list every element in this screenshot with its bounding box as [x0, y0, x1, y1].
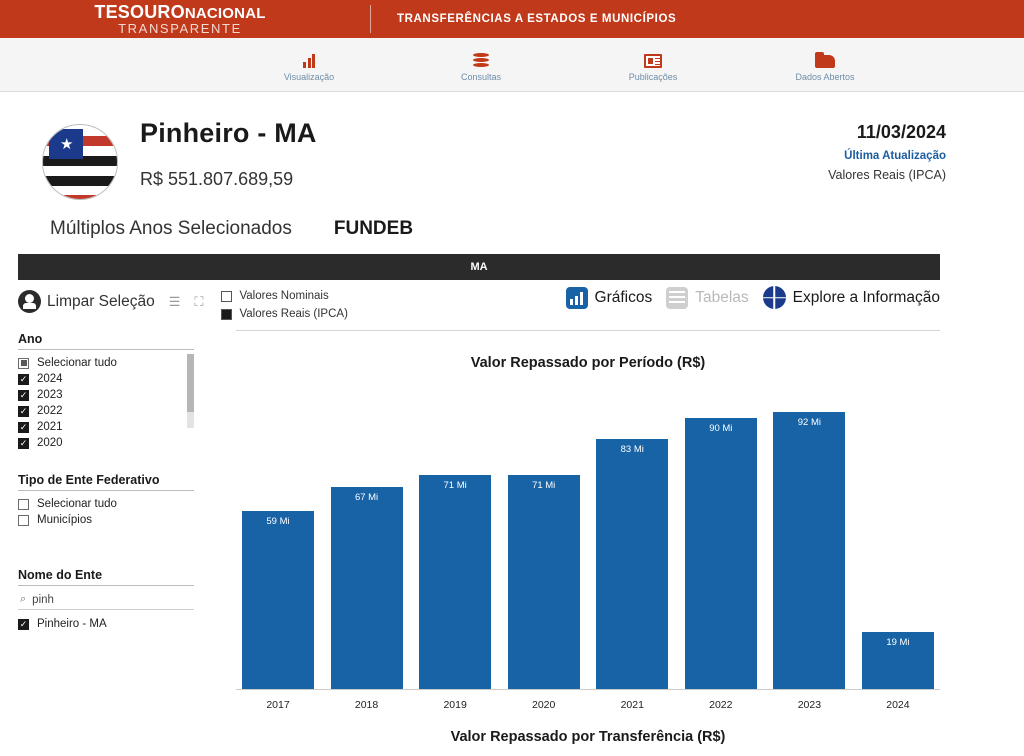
option-label: Valores Reais (IPCA) — [239, 308, 348, 320]
x-tick — [331, 690, 403, 711]
entity-header — [0, 92, 1024, 200]
state-flag-icon: ★ — [42, 124, 118, 200]
filter-ano — [18, 332, 218, 451]
filter-option-2020[interactable] — [18, 435, 218, 451]
bar-group-2022[interactable] — [685, 418, 757, 689]
tool-label: Explore a Informação — [792, 288, 940, 306]
x-tick-label: 2019 — [443, 699, 467, 711]
filter-option-label: 2021 — [37, 421, 63, 433]
search-input[interactable] — [18, 591, 194, 610]
program-label: FUNDEB — [333, 218, 414, 239]
tables-icon — [666, 287, 688, 309]
x-axis-labels — [236, 690, 940, 711]
filter-option-municipios[interactable] — [18, 512, 218, 528]
chart-title: Valor Repassado por Período (R$) — [470, 355, 706, 371]
title-block — [118, 118, 317, 190]
main-nav — [0, 38, 1024, 92]
charts-icon — [566, 287, 588, 309]
x-tick — [862, 690, 934, 711]
page-content — [0, 92, 1024, 745]
tool-tabelas[interactable] — [666, 287, 748, 309]
checkbox-icon — [18, 406, 29, 417]
scrollbar-thumb[interactable] — [187, 354, 194, 412]
nav-item-dados-abertos[interactable] — [770, 48, 880, 82]
bar-group-2018[interactable] — [331, 487, 403, 689]
bar-value-label: 67 Mi — [354, 492, 379, 503]
filter-option-selecionar-tudo-tipo[interactable] — [18, 496, 218, 512]
nav-label: Consultas — [460, 71, 502, 82]
bar[interactable] — [862, 632, 934, 689]
total-amount: R$ 551.807.689,59 — [140, 169, 294, 189]
filter-title: Ano — [18, 332, 194, 350]
top-bar — [0, 0, 1024, 38]
filter-option-label: 2023 — [37, 389, 63, 401]
filter-nome-ente — [18, 568, 218, 632]
bar-value-label: 92 Mi — [797, 417, 821, 428]
tool-graficos[interactable] — [566, 287, 653, 309]
filter-option-pinheiro-ma[interactable] — [18, 616, 218, 632]
controls-row — [0, 280, 1024, 326]
nav-item-publicacoes[interactable] — [598, 48, 708, 82]
nav-item-visualizacao[interactable] — [254, 48, 364, 82]
filter-option-label: 2024 — [37, 373, 63, 385]
chart-panel — [218, 326, 1024, 745]
bar-value-label: 59 Mi — [266, 516, 290, 527]
page-title: Pinheiro - MA — [140, 118, 317, 148]
bar-chart — [236, 389, 940, 689]
bar-value-label: 83 Mi — [620, 444, 644, 455]
search-input-value: pinh — [32, 593, 54, 606]
selection-summary — [0, 200, 1024, 240]
clear-selection-button[interactable] — [18, 290, 203, 313]
folder-icon — [770, 48, 880, 68]
years-selected-label: Múltiplos Anos Selecionados — [50, 218, 292, 239]
bar-chart-icon — [254, 48, 364, 68]
checkbox-icon — [18, 619, 29, 630]
value-basis-label: Valores Reais (IPCA) — [828, 168, 946, 182]
checkbox-icon — [18, 374, 29, 385]
bar-group-2020[interactable] — [508, 475, 580, 689]
filter-option-label: 2020 — [37, 437, 63, 449]
bar-value-label: 71 Mi — [532, 480, 556, 491]
bar-group-2021[interactable] — [596, 439, 668, 689]
x-tick — [508, 690, 580, 711]
checkbox-icon — [18, 358, 29, 369]
tool-explore[interactable] — [763, 286, 940, 309]
expand-icon[interactable]: ⛶ — [194, 293, 204, 309]
update-info — [828, 122, 946, 182]
nav-label: Visualização — [283, 71, 335, 82]
x-tick-label: 2017 — [266, 699, 290, 711]
filter-option-label: Selecionar tudo — [37, 498, 117, 510]
filter-option-label: Selecionar tudo — [37, 357, 117, 369]
bar-group-2023[interactable] — [773, 412, 845, 689]
x-tick — [596, 690, 668, 711]
bar[interactable] — [596, 439, 668, 689]
app-title: TRANSFERÊNCIAS A ESTADOS E MUNICÍPIOS — [397, 13, 677, 25]
document-icon — [598, 48, 708, 68]
bar[interactable] — [685, 418, 757, 689]
checkbox-icon — [18, 438, 29, 449]
bar-group-2017[interactable] — [242, 511, 314, 689]
option-valores-nominais[interactable] — [221, 290, 347, 302]
filter-title: Tipo de Ente Federativo — [18, 473, 194, 491]
bar[interactable] — [242, 511, 314, 689]
filters-sidebar — [18, 326, 218, 745]
x-tick — [242, 690, 314, 711]
checkbox-icon — [221, 291, 232, 302]
view-tools — [566, 286, 940, 309]
brand-subtitle: TRANSPARENTE — [118, 21, 242, 36]
checkbox-icon — [18, 390, 29, 401]
uf-banner: MA — [18, 254, 940, 280]
filter-option-label: 2022 — [37, 405, 63, 417]
search-icon: ⌕ — [20, 593, 27, 605]
filter-tipo-ente — [18, 473, 218, 528]
option-valores-reais[interactable] — [221, 308, 347, 320]
bar[interactable] — [331, 487, 403, 689]
person-icon — [18, 290, 41, 313]
bar[interactable] — [773, 412, 845, 689]
tool-label: Gráficos — [594, 288, 653, 306]
x-tick — [773, 690, 845, 711]
update-date: 11/03/2024 — [856, 122, 946, 142]
secondary-chart-title: Valor Repassado por Transferência (R$) — [450, 729, 726, 745]
x-tick-label: 2022 — [709, 699, 733, 711]
scrollbar-track[interactable] — [187, 354, 194, 428]
x-tick-label: 2020 — [532, 699, 556, 711]
value-option-group — [221, 290, 347, 326]
divider — [236, 330, 940, 331]
bar-value-label: 19 Mi — [886, 637, 910, 648]
checkbox-icon — [221, 309, 232, 320]
filter-title: Nome do Ente — [18, 568, 194, 586]
x-tick-label: 2024 — [886, 699, 910, 711]
brand-logo[interactable] — [0, 3, 370, 35]
coins-icon — [426, 48, 536, 68]
bar-group-2024[interactable] — [862, 632, 934, 689]
clear-selection-label: Limpar Seleção — [47, 292, 155, 310]
checkbox-icon — [18, 515, 29, 526]
bar-value-label: 71 Mi — [443, 480, 467, 491]
nav-label: Dados Abertos — [795, 71, 855, 82]
bar-group-2019[interactable] — [419, 475, 491, 689]
x-tick-label: 2023 — [797, 699, 822, 711]
brand-text-secondary: NACIONAL — [184, 5, 266, 22]
x-tick-label: 2018 — [354, 699, 379, 711]
main-area — [0, 326, 1024, 745]
checkbox-icon — [18, 499, 29, 510]
filter-list-icon[interactable]: ☰ — [168, 293, 181, 309]
x-tick — [419, 690, 491, 711]
filter-option-label: Municípios — [37, 514, 92, 526]
nav-item-consultas[interactable] — [426, 48, 536, 82]
tool-label: Tabelas — [695, 288, 749, 306]
update-label: Última Atualização — [844, 150, 946, 162]
x-tick-label: 2021 — [620, 699, 644, 711]
bar[interactable] — [419, 475, 491, 689]
bar[interactable] — [508, 475, 580, 689]
checkbox-icon — [18, 422, 29, 433]
x-tick — [685, 690, 757, 711]
filter-option-label: Pinheiro - MA — [37, 618, 107, 630]
brand-text-primary: TESOURO — [94, 2, 185, 22]
globe-icon — [763, 286, 786, 309]
option-label: Valores Nominais — [239, 290, 329, 302]
nav-label: Publicações — [628, 71, 678, 82]
bar-value-label: 90 Mi — [709, 423, 733, 434]
